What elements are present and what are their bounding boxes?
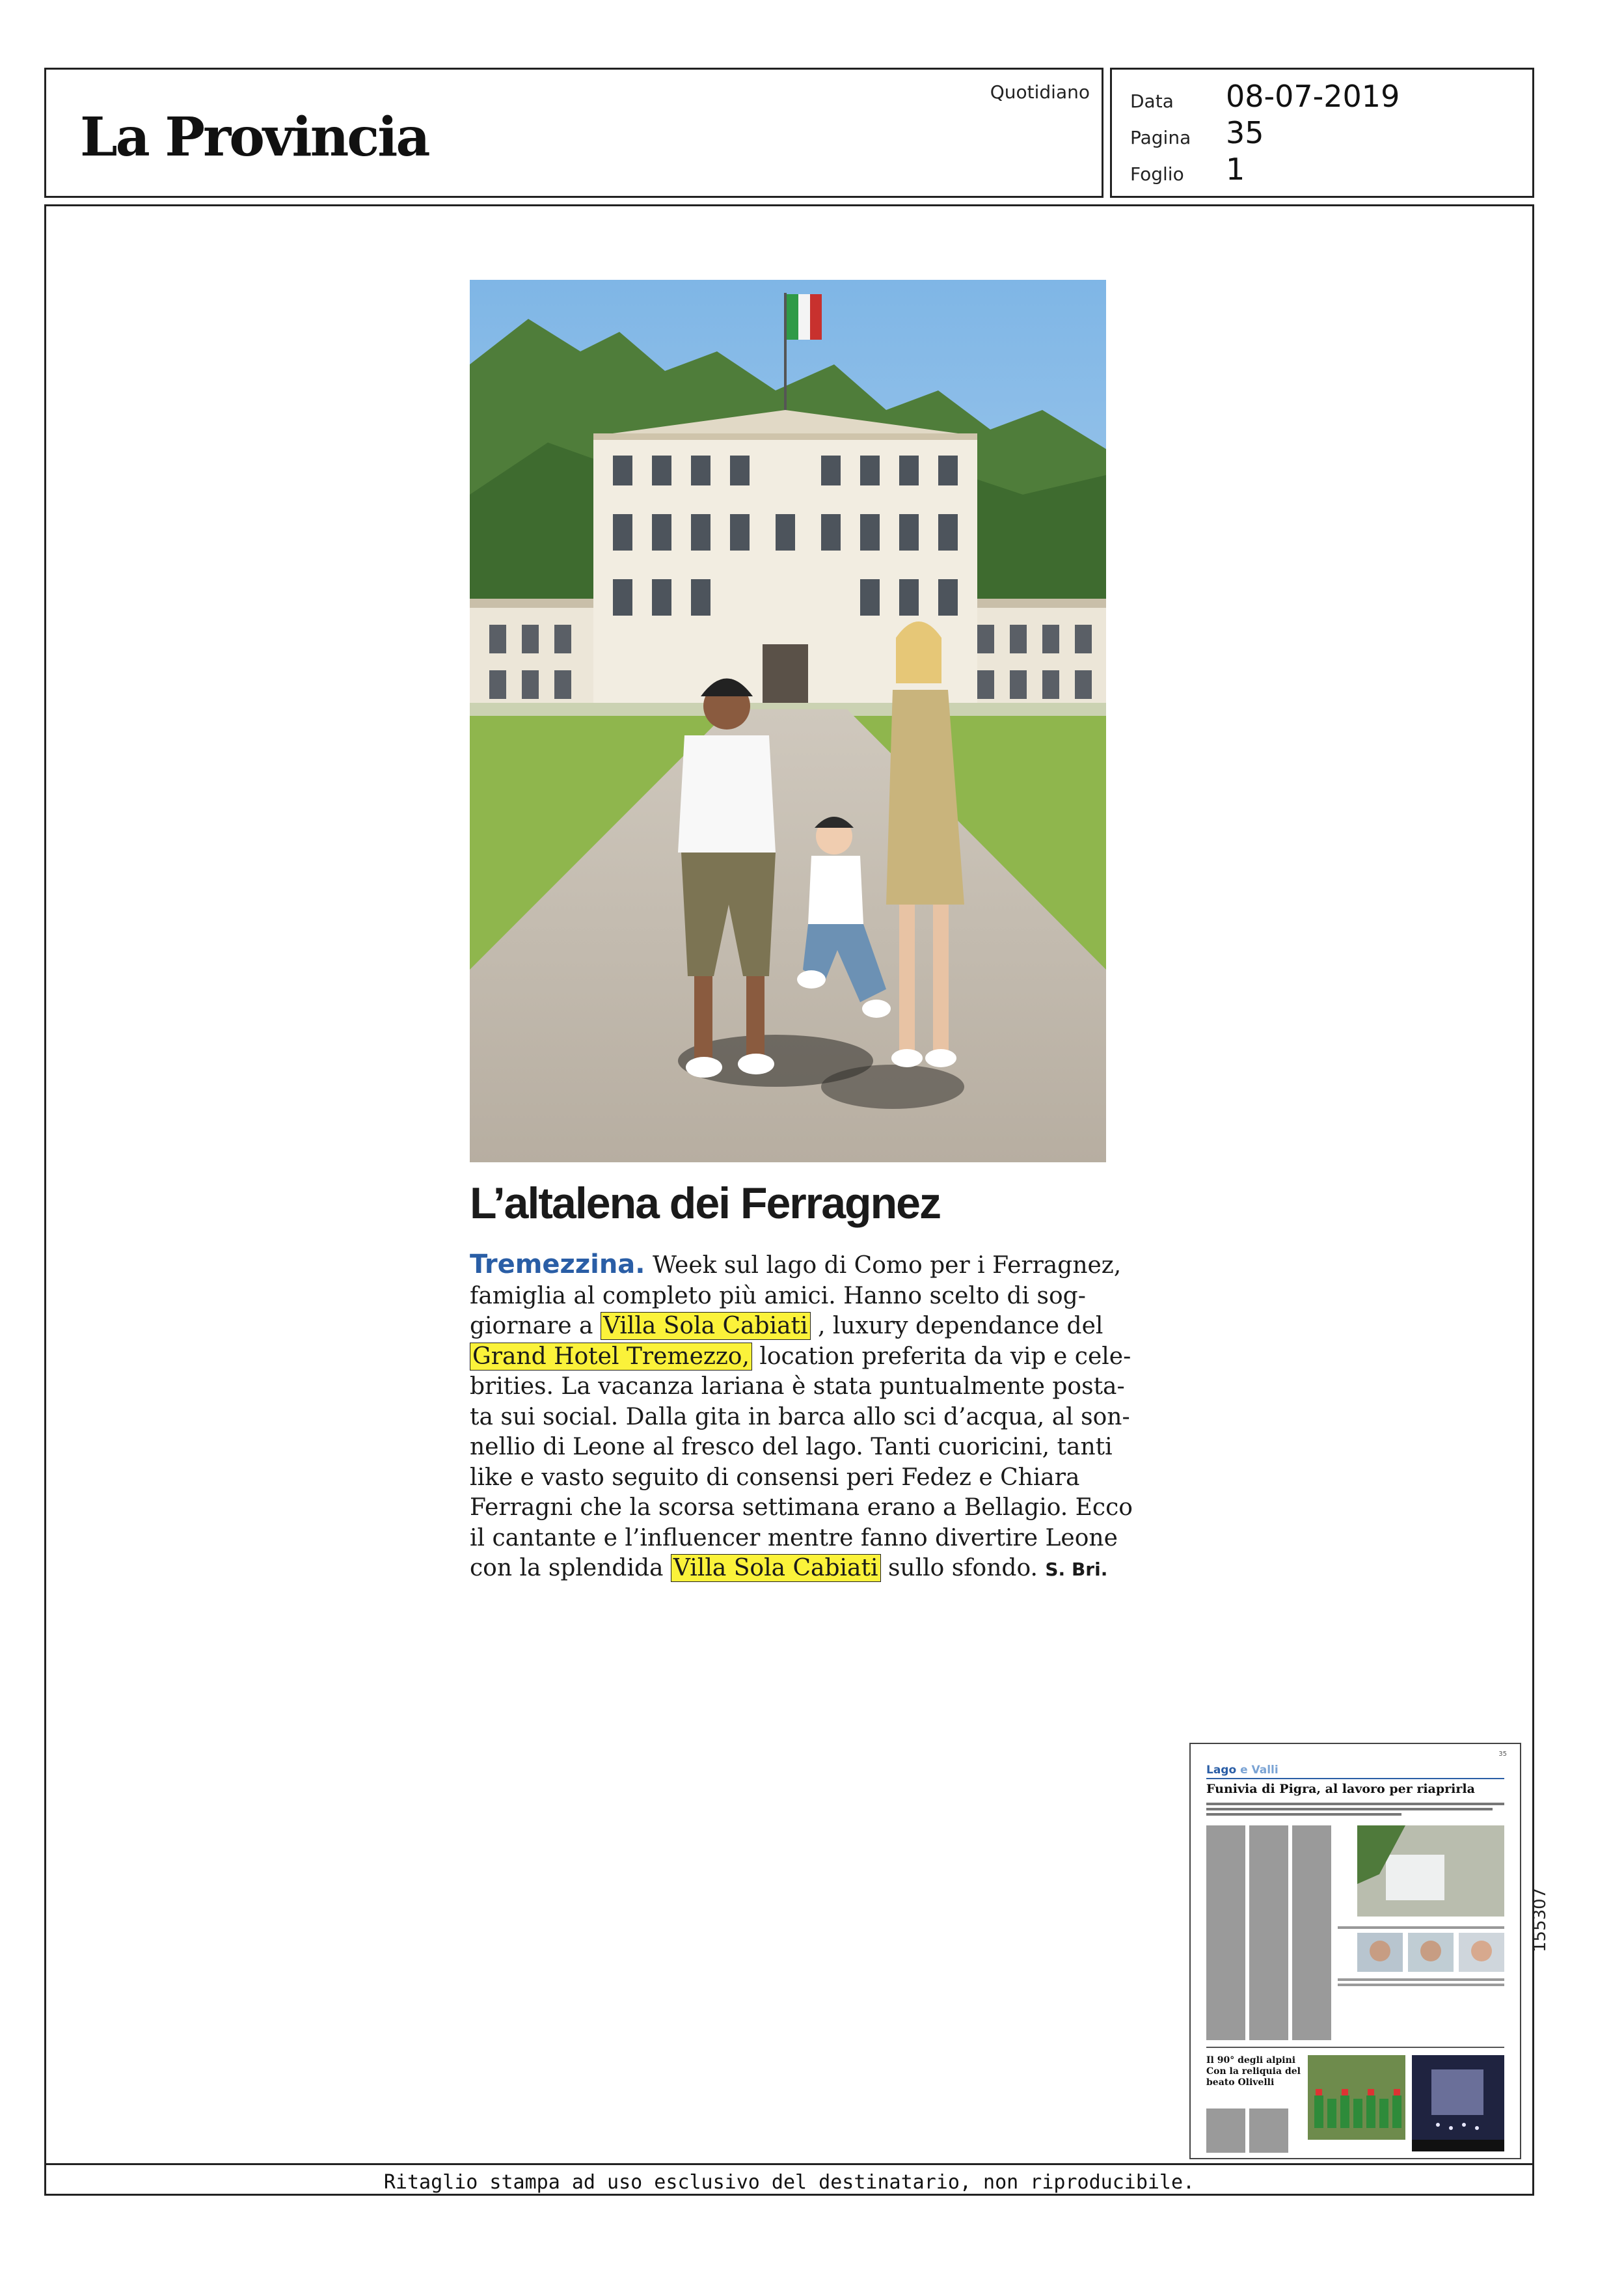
sheet-value: 1	[1226, 152, 1245, 187]
body-text-segment: giornare a	[470, 1313, 601, 1339]
body-text-segment: con la splendida	[470, 1555, 671, 1581]
thumbnail-section-b: e Valli	[1240, 1764, 1279, 1777]
body-text-segment: il cantante e l’influencer mentre fanno divertire Leone	[470, 1524, 1118, 1551]
body-line	[470, 1372, 1125, 1402]
date-label: Data	[1130, 90, 1174, 112]
body-text-segment: like e vasto seguito di consensi peri Fedez e Chiara	[470, 1464, 1080, 1491]
body-line	[470, 1463, 1107, 1494]
article-photo	[470, 280, 1106, 1162]
body-text-segment: Week sul lago di Como per i Ferragnez,	[652, 1252, 1122, 1279]
document-code: 155307	[1530, 1887, 1550, 1952]
body-line	[470, 1311, 1107, 1342]
article-kicker: Tremezzina.	[470, 1249, 645, 1279]
body-text-segment: location preferita da vip e cele-	[751, 1343, 1131, 1370]
masthead	[44, 68, 1103, 198]
author-signature: S. Bri.	[1045, 1559, 1108, 1580]
body-line	[470, 1281, 1107, 1312]
thumbnail-layout	[1191, 1744, 1520, 2158]
periodicity-label: Quotidiano	[990, 81, 1090, 103]
body-line	[470, 1493, 1133, 1523]
body-line	[470, 1553, 1107, 1585]
highlighted-name: Villa Sola Cabiati	[601, 1312, 811, 1340]
body-text-segment: nellio di Leone al fresco del lago. Tanti cuoricini, tanti	[470, 1434, 1113, 1460]
body-line	[470, 1523, 1118, 1554]
page-value: 35	[1226, 115, 1264, 150]
body-text-segment: famiglia al completo più amici. Hanno scelto di sog-	[470, 1282, 1086, 1309]
body-text-segment: brities. La vacanza lariana è stata puntualmente posta-	[470, 1373, 1125, 1400]
body-line	[470, 1402, 1130, 1433]
sheet-label: Foglio	[1130, 163, 1184, 185]
thumbnail-page-number: 35	[1498, 1751, 1507, 1758]
highlighted-name: Grand Hotel Tremezzo,	[470, 1343, 752, 1371]
footer-rule	[44, 2163, 1534, 2165]
thumbnail-sub-headline: Il 90° degli alpini Con la reliquia del beato Olivelli	[1206, 2055, 1301, 2088]
page-thumbnail	[1189, 1743, 1521, 2159]
body-text-segment: Ferragni che la scorsa settimana erano a Bellagio. Ecco	[470, 1494, 1133, 1521]
newspaper-name: La Provincia	[80, 106, 429, 169]
article-body	[470, 1249, 1133, 1585]
body-line	[470, 1432, 1113, 1463]
article-headline: L’altalena dei Ferragnez	[470, 1179, 940, 1228]
page-label: Pagina	[1130, 127, 1191, 148]
date-value: 08-07-2019	[1226, 79, 1400, 114]
thumbnail-section-a: Lago	[1206, 1764, 1237, 1777]
body-line	[470, 1342, 1131, 1372]
body-text-segment: , luxury dependance del	[810, 1313, 1103, 1339]
body-text-segment: ta sui social. Dalla gita in barca allo sci d’acqua, al son-	[470, 1403, 1130, 1430]
body-text-segment: sullo sfondo.	[880, 1555, 1046, 1581]
metadata-box	[1110, 68, 1534, 198]
highlighted-name: Villa Sola Cabiati	[671, 1554, 881, 1582]
thumbnail-headline: Funivia di Pigra, al lavoro per riaprirla	[1206, 1782, 1475, 1796]
body-line	[470, 1249, 1122, 1281]
footer-disclaimer: Ritaglio stampa ad uso esclusivo del destinatario, non riproducibile.	[383, 2171, 1195, 2194]
